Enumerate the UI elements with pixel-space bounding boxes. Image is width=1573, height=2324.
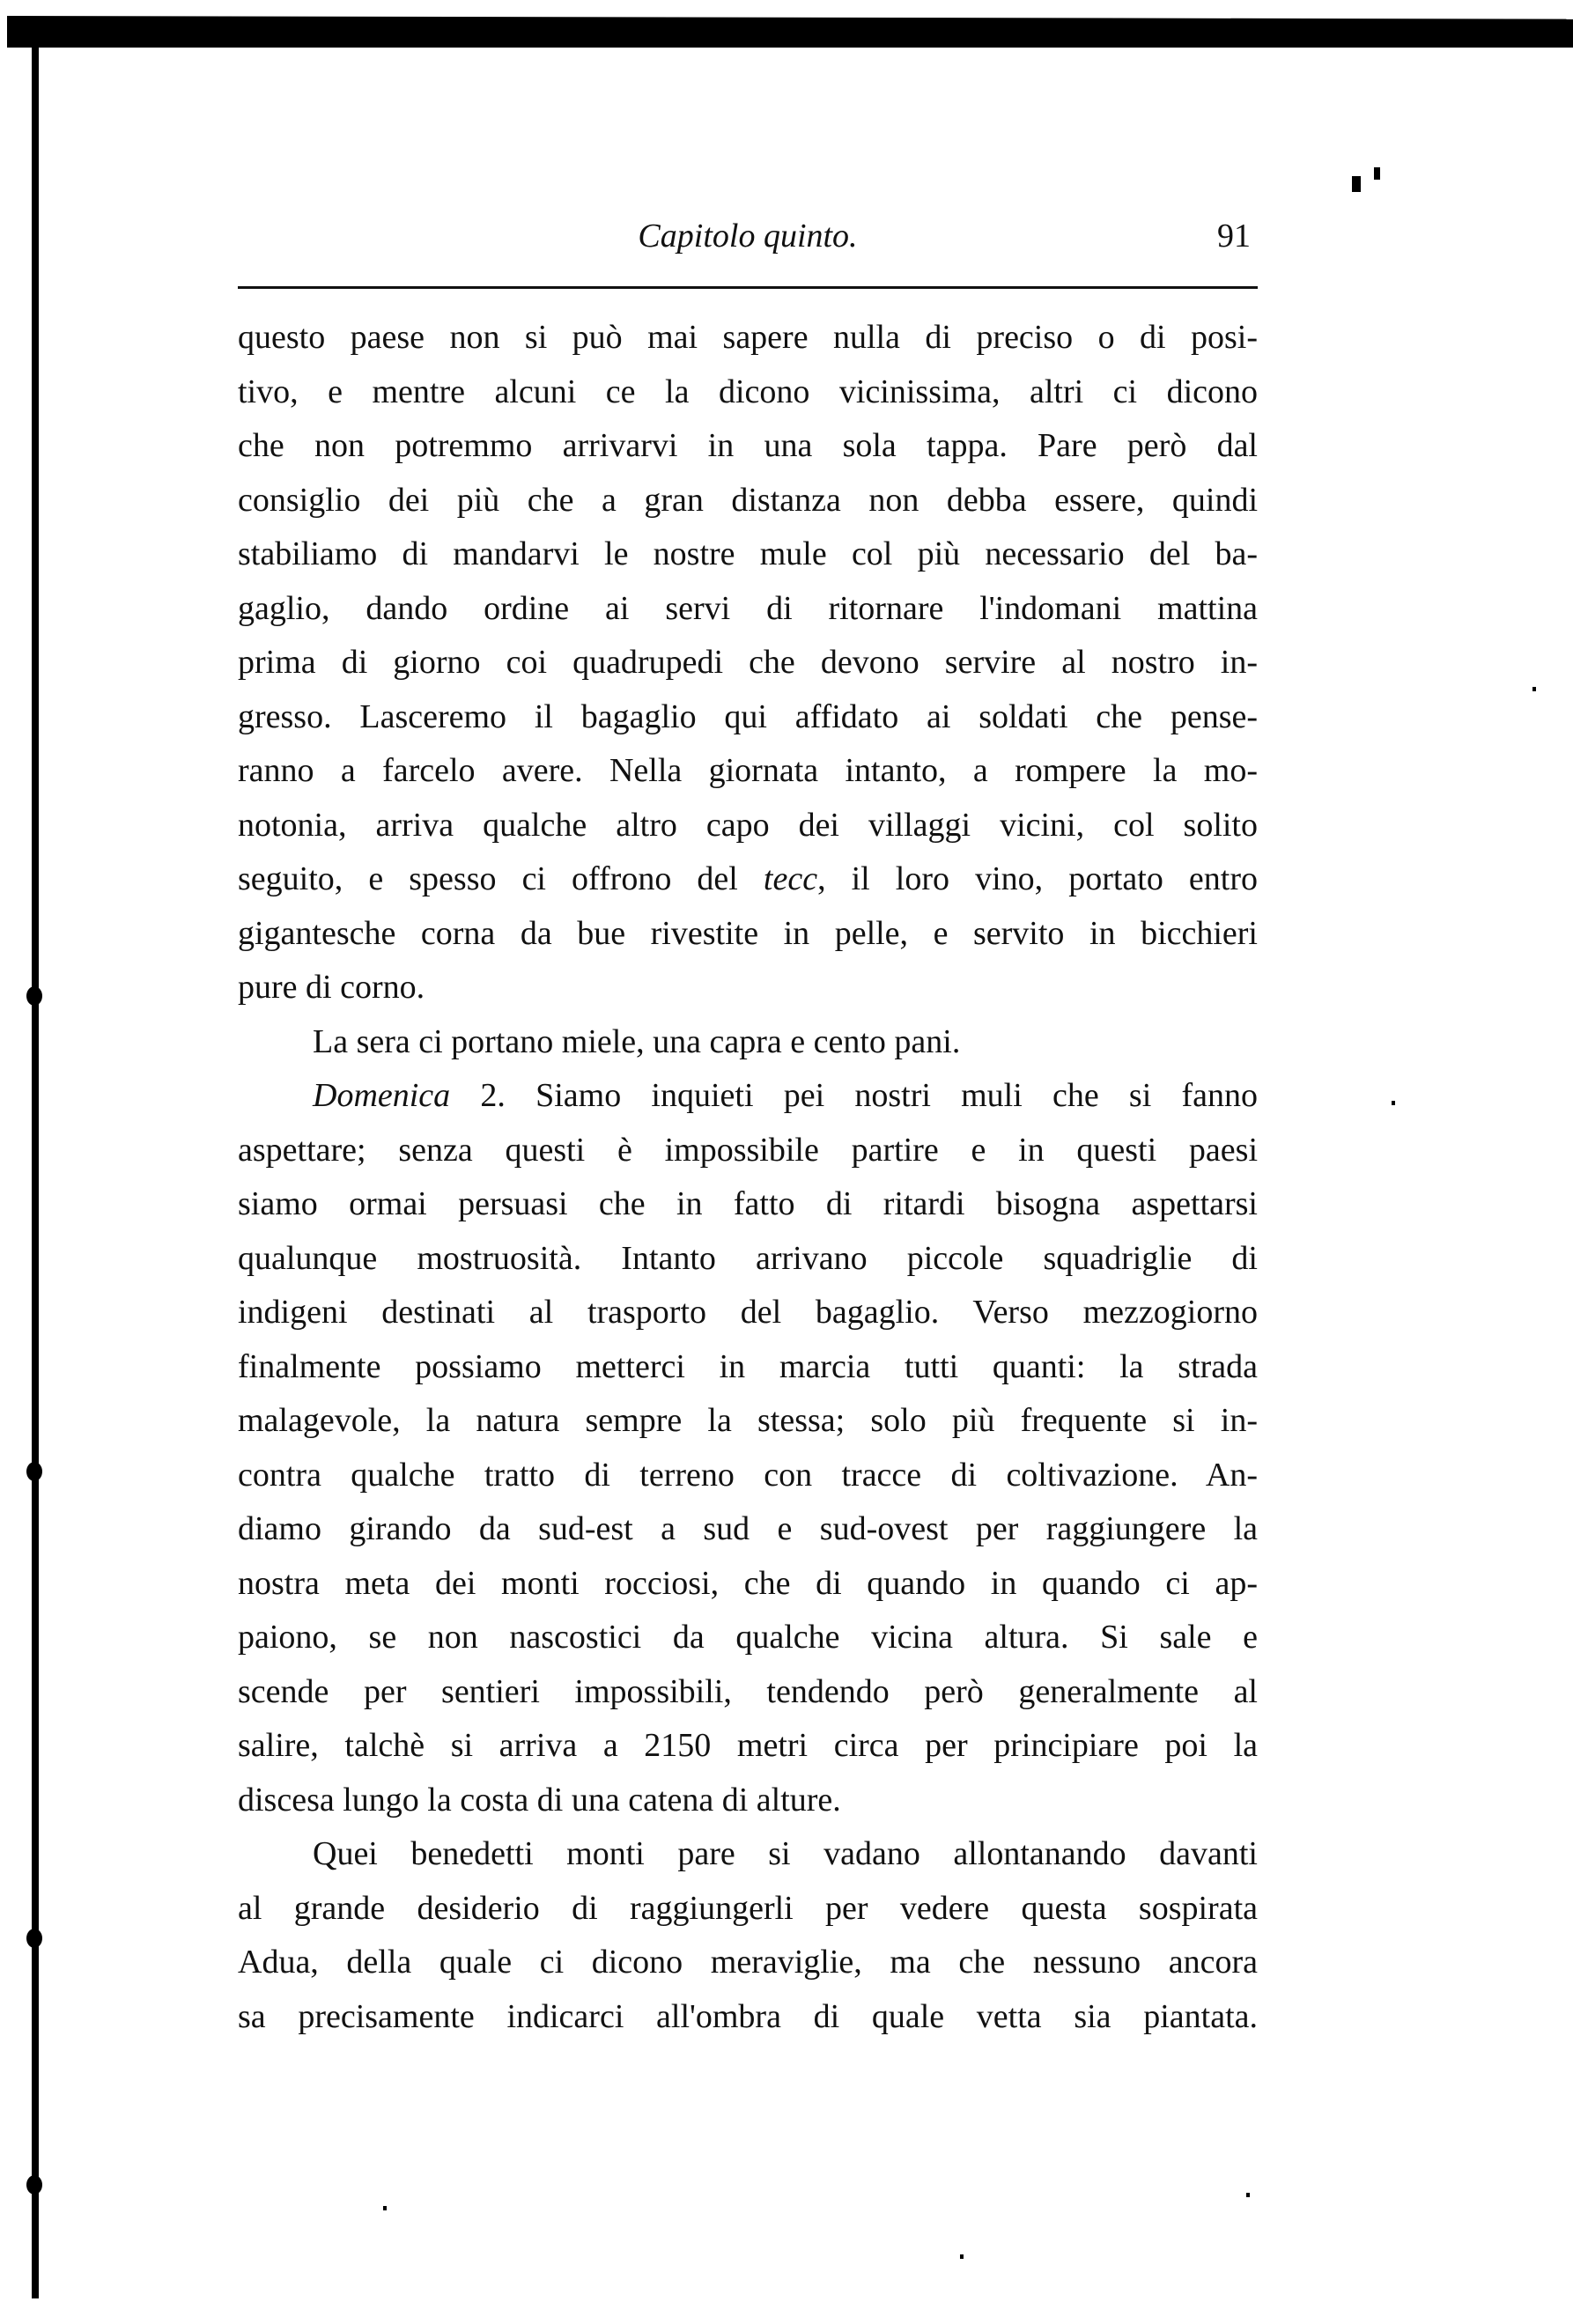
scan-border-left xyxy=(32,44,39,2298)
text-segment: scende per sentieri impossibili, tendendo però generalmente al xyxy=(238,1672,1258,1710)
text-line xyxy=(238,1394,1258,1449)
text-segment: , il loro vino, portato entro xyxy=(817,860,1258,897)
text-line xyxy=(238,1719,1258,1774)
text-line xyxy=(238,1990,1258,2045)
text-segment: La sera ci portano miele, una capra e cento pani. xyxy=(313,1022,961,1060)
scan-speck xyxy=(1352,176,1361,192)
text-line xyxy=(238,961,1258,1015)
header-rule xyxy=(238,286,1258,289)
text-line xyxy=(238,799,1258,853)
text-segment: gaglio, dando ordine ai servi di ritornare l'indomani mattina xyxy=(238,589,1258,627)
text-line xyxy=(238,1557,1258,1612)
text-segment: prima di giorno coi quadrupedi che devono servire al nostro in- xyxy=(238,644,1258,681)
page-number: 91 xyxy=(1217,218,1251,255)
text-line xyxy=(238,636,1258,690)
scan-speck xyxy=(1532,687,1536,691)
scan-blot xyxy=(26,1462,42,1481)
paragraph xyxy=(238,1827,1258,2044)
text-segment: nostra meta dei monti rocciosi, che di quando in quando ci ap- xyxy=(238,1564,1258,1602)
text-segment: paiono, se non nascostici da qualche vicina altura. Si sale e xyxy=(238,1619,1258,1656)
text-line xyxy=(238,1015,1258,1070)
text-segment: siamo ormai persuasi che in fatto di ritardi bisogna aspettarsi xyxy=(238,1185,1258,1222)
scan-speck xyxy=(1374,167,1380,180)
chapter-title: Capitolo quinto. xyxy=(638,218,858,255)
running-head xyxy=(238,217,1258,261)
text-line xyxy=(238,474,1258,528)
italic-text: tecc xyxy=(763,860,818,897)
text-segment: indigeni destinati al trasporto del bagaglio. Verso mezzogiorno xyxy=(238,1294,1258,1331)
text-segment: diamo girando da sud-est a sud e sud-ovest per raggiungere la xyxy=(238,1510,1258,1547)
text-segment: sa precisamente indicarci all'ombra di quale vetta sia piantata. xyxy=(238,1997,1258,2035)
scan-border-top xyxy=(7,16,1573,48)
scan-blot xyxy=(26,986,42,1006)
text-segment: Quei benedetti monti pare si vadano allontanando davanti xyxy=(313,1835,1258,1872)
text-line xyxy=(238,1774,1258,1828)
text-line xyxy=(238,1827,1258,1882)
text-line xyxy=(238,1069,1258,1124)
text-segment: stabiliamo di mandarvi le nostre mule col più necessario del ba- xyxy=(238,535,1258,572)
text-segment: seguito, e spesso ci offrono del xyxy=(238,860,764,897)
text-segment: finalmente possiamo metterci in marcia tutti quanti: la strada xyxy=(238,1347,1258,1385)
text-segment: questo paese non si può mai sapere nulla di preciso o di posi- xyxy=(238,319,1258,356)
scan-blot xyxy=(26,2175,42,2195)
text-line xyxy=(238,1449,1258,1503)
text-segment: tivo, e mentre alcuni ce la dicono vicinissima, altri ci dicono xyxy=(238,373,1258,410)
text-segment: al grande desiderio di raggiungerli per vedere questa sospirata xyxy=(238,1889,1258,1927)
text-line xyxy=(238,1232,1258,1287)
text-line xyxy=(238,1177,1258,1232)
text-line xyxy=(238,311,1258,365)
text-segment: ranno a farcelo avere. Nella giornata intanto, a rompere la mo- xyxy=(238,752,1258,789)
text-line xyxy=(238,1936,1258,1990)
scan-speck xyxy=(1246,2193,1250,2197)
text-line xyxy=(238,690,1258,745)
text-line xyxy=(238,852,1258,907)
text-line xyxy=(238,1611,1258,1665)
italic-text: Domenica xyxy=(313,1077,451,1114)
text-segment: gresso. Lasceremo il bagaglio qui affidato ai soldati che pense- xyxy=(238,697,1258,735)
text-segment: consiglio dei più che a gran distanza non debba essere, quindi xyxy=(238,481,1258,519)
text-segment: gigantesche corna da bue rivestite in pelle, e servito in bicchieri xyxy=(238,914,1258,952)
paragraph xyxy=(238,311,1258,1015)
paragraph xyxy=(238,1015,1258,1070)
text-segment: Adua, della quale ci dicono meraviglie, ma che nessuno ancora xyxy=(238,1944,1258,1981)
text-segment: notonia, arriva qualche altro capo dei villaggi vicini, col solito xyxy=(238,806,1258,844)
text-line xyxy=(238,1502,1258,1557)
text-line xyxy=(238,1665,1258,1720)
text-line xyxy=(238,1340,1258,1395)
text-segment: salire, talchè si arriva a 2150 metri circa per principiare poi la xyxy=(238,1727,1258,1764)
text-segment: pure di corno. xyxy=(238,969,425,1006)
scan-speck xyxy=(383,2206,387,2210)
text-line xyxy=(238,1286,1258,1340)
body-text xyxy=(238,311,1258,2044)
text-segment: che non potremmo arrivarvi in una sola tappa. Pare però dal xyxy=(238,427,1258,464)
paragraph xyxy=(238,1069,1258,1827)
text-line xyxy=(238,1882,1258,1937)
text-line xyxy=(238,582,1258,637)
text-line xyxy=(238,419,1258,474)
text-segment: aspettare; senza questi è impossibile partire e in questi paesi xyxy=(238,1131,1258,1169)
text-segment: 2. Siamo inquieti pei nostri muli che si fanno xyxy=(450,1077,1258,1114)
text-line xyxy=(238,528,1258,582)
scan-speck xyxy=(960,2254,964,2259)
text-segment: malagevole, la natura sempre la stessa; solo più frequente si in- xyxy=(238,1402,1258,1439)
text-line xyxy=(238,744,1258,799)
scan-blot xyxy=(26,1929,42,1948)
text-segment: qualunque mostruosità. Intanto arrivano piccole squadriglie di xyxy=(238,1239,1258,1277)
text-line xyxy=(238,907,1258,962)
text-line xyxy=(238,1124,1258,1178)
scan-speck xyxy=(1392,1101,1395,1105)
text-segment: discesa lungo la costa di una catena di alture. xyxy=(238,1781,841,1819)
text-segment: contra qualche tratto di terreno con tracce di coltivazione. An- xyxy=(238,1456,1258,1494)
text-line xyxy=(238,365,1258,420)
